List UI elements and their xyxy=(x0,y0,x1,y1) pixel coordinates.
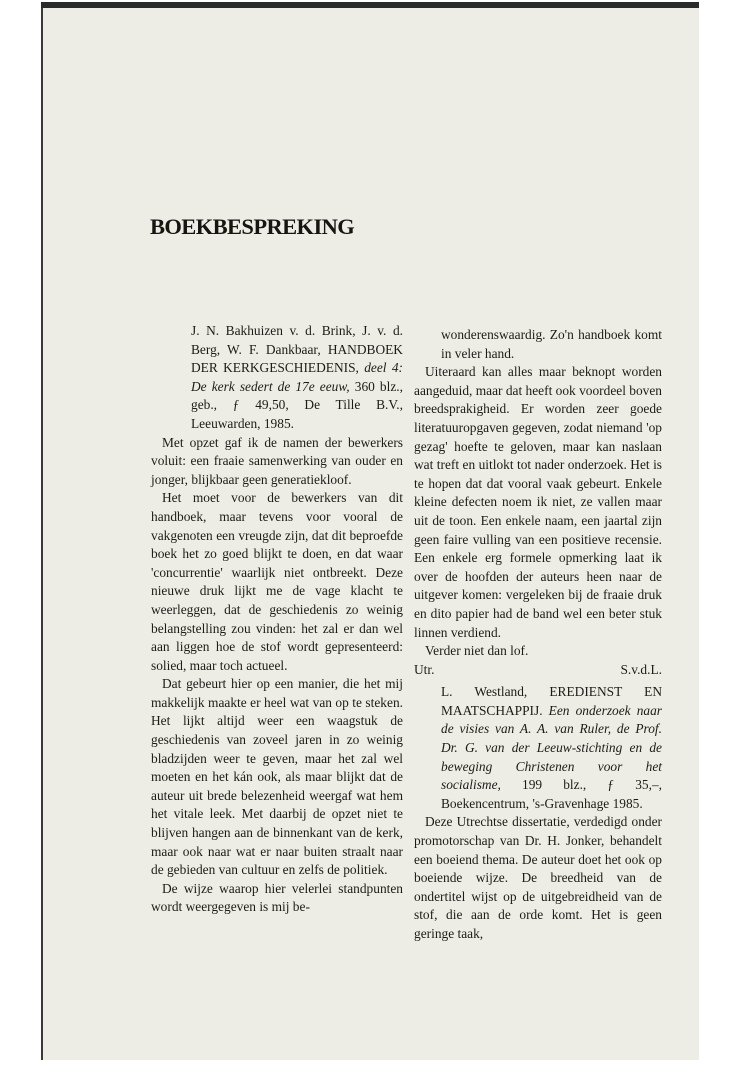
reference-publication: 360 blz., geb., ƒ 49,50, De Tille B.V., Leeuwarden, 1985. xyxy=(191,378,403,431)
paragraph: Het moet voor de bewerkers van dit handboek, maar tevens voor vooral de vakgenoten een vreugde zijn, dat dit beproefde boek het zo goed blijkt te doen, en dat waar 'concurrentie' waarlijk niet ontbreekt. Deze nieuwe druk lijkt me de vage klacht te weerleggen, dat de geschiedenis zo weinig belangstelling zou vinden: het zal er dan wel aan liggen hoe de stof wordt gepresenteerd: solied, maar toch actueel. xyxy=(151,490,403,673)
book-reference-2 xyxy=(414,683,662,813)
paragraph: Deze Utrechtse dissertatie, verdedigd onder promotorschap van Dr. H. Jonker, behandelt een boeiend thema. De auteur doet het ook op boeiende wijze. De breedheid van de ondertitel wijst op de uitgebreidheid van de stof, die aan de orde komt. Het is geen geringe taak, xyxy=(414,814,662,941)
paragraph-continuation: wonderenswaardig. Zo'n handboek komt in veler hand. xyxy=(441,327,662,361)
reference-italic-details: deel 4: De kerk sedert de 17e eeuw, xyxy=(191,360,403,394)
paragraph: Verder niet dan lof. xyxy=(425,643,529,659)
book-reference-1 xyxy=(151,322,403,434)
reference-authors: J. N. Bakhuizen v. d. Brink, J. v. d. Berg, W. F. Dankbaar, xyxy=(191,323,403,357)
reference-title: HANDBOEK DER KERKGESCHIEDENIS, xyxy=(191,341,403,376)
paragraph: Dat gebeurt hier op een manier, die het mij makkelijk maakte er heel wat van op te steken. Het lijkt altijd weer een waagstuk de geschiedenis van zoveel jaren in zo weinig bladzijden weer te geven, maar het zal wel moeten en het kán ook, als maar blijkt dat de auteur uit brede belezenheid weergaf wat hem het vitale leek. Met daarbij de opzet niet te blijven hangen aan de binnenkant van de kerk, maar ook naar wat er naar buiten straalt naar de gebieden van cultuur en zelfs de politiek. xyxy=(151,676,403,878)
left-column xyxy=(151,322,403,917)
page-heading: BOEKBESPREKING xyxy=(150,214,355,239)
reference2-italic-subtitle: Een onderzoek naar de visies van A. A. van Ruler, de Prof. Dr. G. van der Leeuw-stichting en de beweging Christenen voor het socialisme, xyxy=(441,702,662,793)
signature-initials: S.v.d.L. xyxy=(620,661,662,677)
right-column xyxy=(414,322,662,944)
scan-left-edge xyxy=(41,8,43,1060)
signature-line xyxy=(414,661,662,680)
paragraph: Uiteraard kan alles maar beknopt worden aangeduid, maar dat heeft ook voordeel boven breedsprakigheid. Er worden zeer goede literatuuropgaven gegeven, zodat niemand 'op gezag' hoefte te geloven, maar kan naslaan wat treft en uitlokt tot nader onderzoek. Het is te hopen dat dat vooral vaak gebeurt. Enkele kleine defecten noem ik niet, ze vallen maar uit de toon. Een enkele naam, een jaartal zijn geen faire vulling van een positieve recensie. Een enkele erg formele opmerking laat ik over de hoofden der auteurs heen naar de uitgever komen: vergeleken bij de fraaie druk en dito papier had de band wel een beter stuk linnen verdiend. xyxy=(414,364,663,640)
paragraph: De wijze waarop hier velerlei standpunten wordt weergegeven is mij be- xyxy=(151,880,403,915)
signature-place: Utr. xyxy=(414,661,435,677)
reference2-author-title: L. Westland, EREDIENST EN MAATSCHAPPIJ. xyxy=(441,684,662,718)
paragraph: Met opzet gaf ik de namen der bewerkers voluit: een fraaie samenwerking van ouder en jonger, blijkbaar geen generatiekloof. xyxy=(151,434,403,487)
reference2-publication: 199 blz., ƒ 35,–, Boekencentrum, 's-Gravenhage 1985. xyxy=(441,777,662,811)
